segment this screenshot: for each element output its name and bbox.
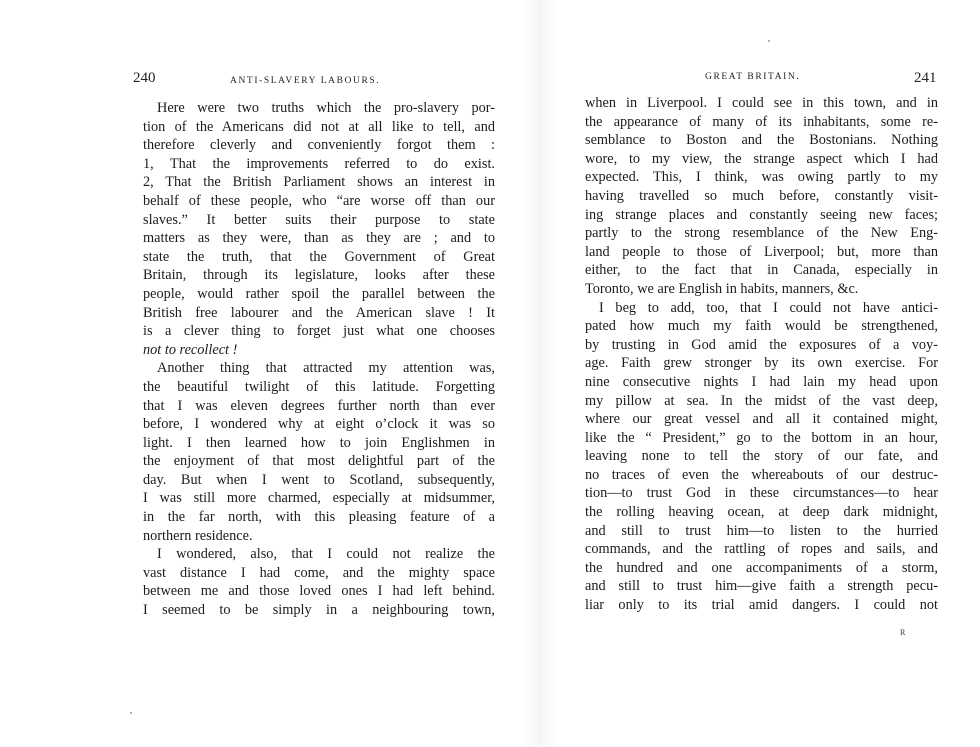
text-line: like the “ President,” go to the bottom in an hour, [585, 429, 938, 446]
text-line: commands, and the rattling of ropes and sails, and [585, 541, 938, 558]
text-line: the enjoyment of that most delightful part of the [143, 453, 495, 470]
text-line: expected. This, I think, was owing partly to my [585, 169, 938, 186]
text-line: Britain, through its legislature, looks after these [143, 267, 495, 284]
text-line: day. But when I went to Scotland, subsequently, [143, 471, 495, 488]
paper-speck [768, 40, 770, 42]
text-line: and still to trust him—give faith a strength pecu- [585, 578, 938, 595]
text-line: the hundred and one accompaniments of a storm, [585, 559, 938, 576]
text-line: in the far north, with this pleasing feature of a [143, 509, 495, 526]
text-line: my pillow at sea. In the midst of the vast deep, [585, 392, 938, 409]
text-line: northern residence. [143, 527, 253, 544]
text-line: state the truth, that the Government of Great [143, 248, 495, 265]
text-line: partly to the strong resemblance of the New Eng- [585, 225, 938, 242]
text-line: wore, to my view, the strange aspect which I had [585, 150, 938, 167]
text-line: land people to those of Liverpool; but, more than [585, 243, 938, 260]
text-line: behalf of these people, who “are worse off than our [143, 192, 495, 209]
text-line: having travelled so much before, constantly visit- [585, 187, 938, 204]
text-line: before, I wondered why at eight o’clock it was so [143, 416, 495, 433]
text-line: semblance to Boston and the Bostonians. Nothing [585, 132, 938, 149]
text-line: vast distance I had come, and the mighty space [143, 564, 495, 581]
left-page-body [143, 99, 495, 620]
text-line: not to recollect ! [143, 341, 238, 358]
text-line: when in Liverpool. I could see in this town, and in [585, 95, 938, 111]
text-line: the appearance of many of its inhabitants, some re- [585, 113, 938, 130]
text-line: either, to the fact that in Canada, especially in [585, 262, 938, 279]
text-line: matters as they were, than as they are ; and to [143, 230, 495, 247]
text-line: light. I then learned how to join Englishmen in [143, 434, 495, 451]
right-page-number: 241 [914, 70, 937, 86]
text-line: I seemed to be simply in a neighbouring town, [143, 602, 495, 619]
text-line: 1, That the improvements referred to do exist. [143, 155, 495, 172]
text-line: leaving none to tell the story of our fate, and [585, 448, 938, 465]
text-line: British free labourer and the American slave ! It [143, 304, 495, 321]
text-line: ing strange places and constantly seeing new faces; [585, 206, 938, 223]
right-running-head: GREAT BRITAIN. [705, 72, 801, 82]
text-line: people, would rather spoil the parallel between the [143, 285, 495, 302]
text-line: Here were two truths which the pro-slavery por- [157, 100, 495, 116]
left-page-number: 240 [133, 70, 156, 86]
text-line: the rolling heaving ocean, at deep dark midnight, [585, 504, 938, 521]
text-line: I wondered, also, that I could not realize the [157, 546, 495, 563]
left-running-head: ANTI-SLAVERY LABOURS. [230, 76, 381, 86]
text-line: I beg to add, too, that I could not have antici- [599, 299, 938, 316]
text-line: tion of the Americans did not at all like to tell, and [143, 118, 495, 135]
text-line: therefore cleverly and conveniently forgot them : [143, 137, 495, 154]
text-line: Another thing that attracted my attention was, [157, 360, 495, 377]
right-page [560, 0, 980, 747]
text-line: no traces of even the whereabouts of our destruc- [585, 466, 938, 483]
text-line: 2, That the British Parliament shows an interest in [143, 174, 495, 191]
text-line: Toronto, we are English in habits, manners, &c. [585, 280, 859, 297]
text-line: age. Faith grew stronger by its own exercise. For [585, 355, 938, 372]
text-line: is a clever thing to forget just what one chooses [143, 323, 495, 340]
text-line: nine consecutive nights I had lain my head upon [585, 373, 938, 390]
signature-mark: R [900, 628, 906, 637]
text-line: I was still more charmed, especially at midsummer, [143, 490, 495, 507]
text-line: that I was eleven degrees further north than ever [143, 397, 495, 414]
text-line: slaves.” It better suits their purpose to state [143, 211, 495, 228]
text-line: the beautiful twilight of this latitude. Forgetting [143, 378, 495, 395]
page-gutter [520, 0, 560, 747]
text-line: liar only to its trial amid dangers. I could not [585, 597, 938, 614]
paper-speck [130, 712, 132, 714]
text-line: and still to trust him—to listen to the hurried [585, 522, 938, 539]
right-page-body [585, 94, 938, 615]
text-line: between me and those loved ones I had left behind. [143, 583, 495, 600]
text-line: where our great vessel and all it contained might, [585, 411, 938, 428]
text-line: by trusting in God amid the exposures of a voy- [585, 336, 938, 353]
text-line: pated how much my faith would be strengthened, [585, 318, 938, 335]
text-line: tion—to trust God in these circumstances—to hear [585, 485, 938, 502]
